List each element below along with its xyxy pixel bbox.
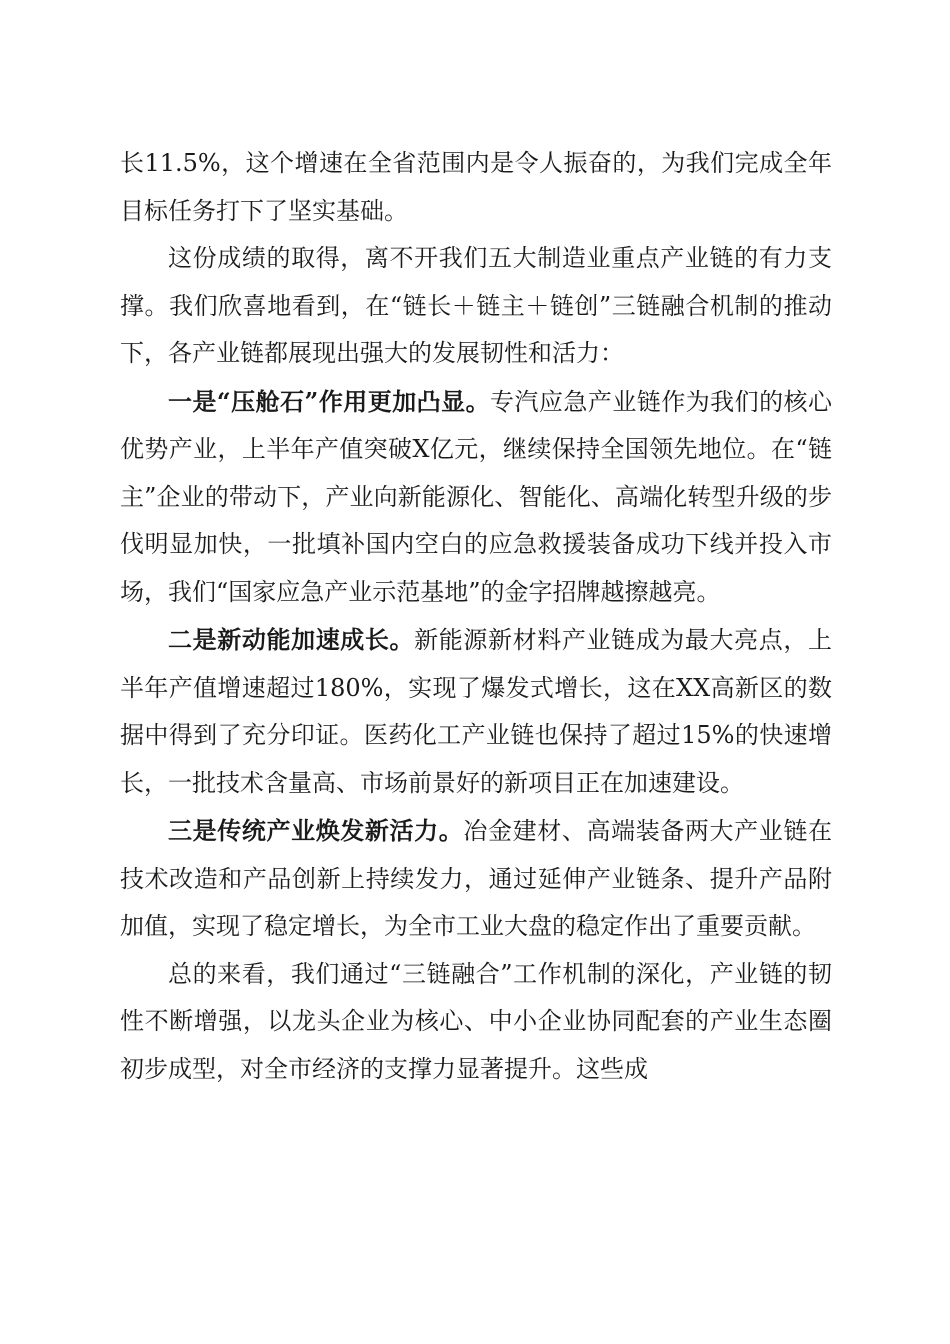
paragraph-growth-rate <box>120 140 832 235</box>
paragraph-text: 总的来看，我们通过“三链融合”工作机制的深化，产业链的韧性不断增强，以龙头企业为核心、中小企业协同配套的产业生态圈初步成型，对全市经济的支撑力显著提升。这些成 <box>120 959 832 1083</box>
paragraph-summary <box>120 951 832 1094</box>
paragraph-text: 这份成绩的取得，离不开我们五大制造业重点产业链的有力支撑。我们欣喜地看到，在“链长＋链主＋链创”三链融合机制的推动下，各产业链都展现出强大的发展韧性和活力： <box>120 244 832 367</box>
paragraph-point-one <box>120 378 832 617</box>
paragraph-text: 长11.5%，这个增速在全省范围内是令人振奋的，为我们完成全年目标任务打下了坚实基础。 <box>120 149 832 225</box>
paragraph-text: 专汽应急产业链作为我们的核心优势产业，上半年产值突破X亿元，继续保持全国领先地位。在“链主”企业的带动下，产业向新能源化、智能化、高端化转型升级的步伐明显加快，一批填补国内空白的应急救援装备成功下线并投入市场，我们“国家应急产业示范基地”的金字招牌越擦越亮。 <box>120 387 833 606</box>
paragraph-text: 新能源新材料产业链成为最大亮点，上半年产值增速超过180%，实现了爆发式增长，这在XX高新区的数据中得到了充分印证。医药化工产业链也保持了超过15%的快速增长，一批技术含量高、市场前景好的新项目正在加速建设。 <box>120 626 833 797</box>
paragraph-lead: 三是传统产业焕发新活力。 <box>168 816 464 845</box>
paragraph-point-two <box>120 616 832 807</box>
paragraph-point-three <box>120 807 832 951</box>
paragraph-lead: 二是新动能加速成长。 <box>168 625 415 654</box>
document-body <box>120 140 832 1093</box>
paragraph-text: 冶金建材、高端装备两大产业链在技术改造和产品创新上持续发力，通过延伸产业链条、提升产品附加值，实现了稳定增长，为全市工业大盘的稳定作出了重要贡献。 <box>120 817 833 940</box>
paragraph-achievements <box>120 235 832 378</box>
paragraph-lead: 一是“压舱石”作用更加凸显。 <box>168 386 491 416</box>
